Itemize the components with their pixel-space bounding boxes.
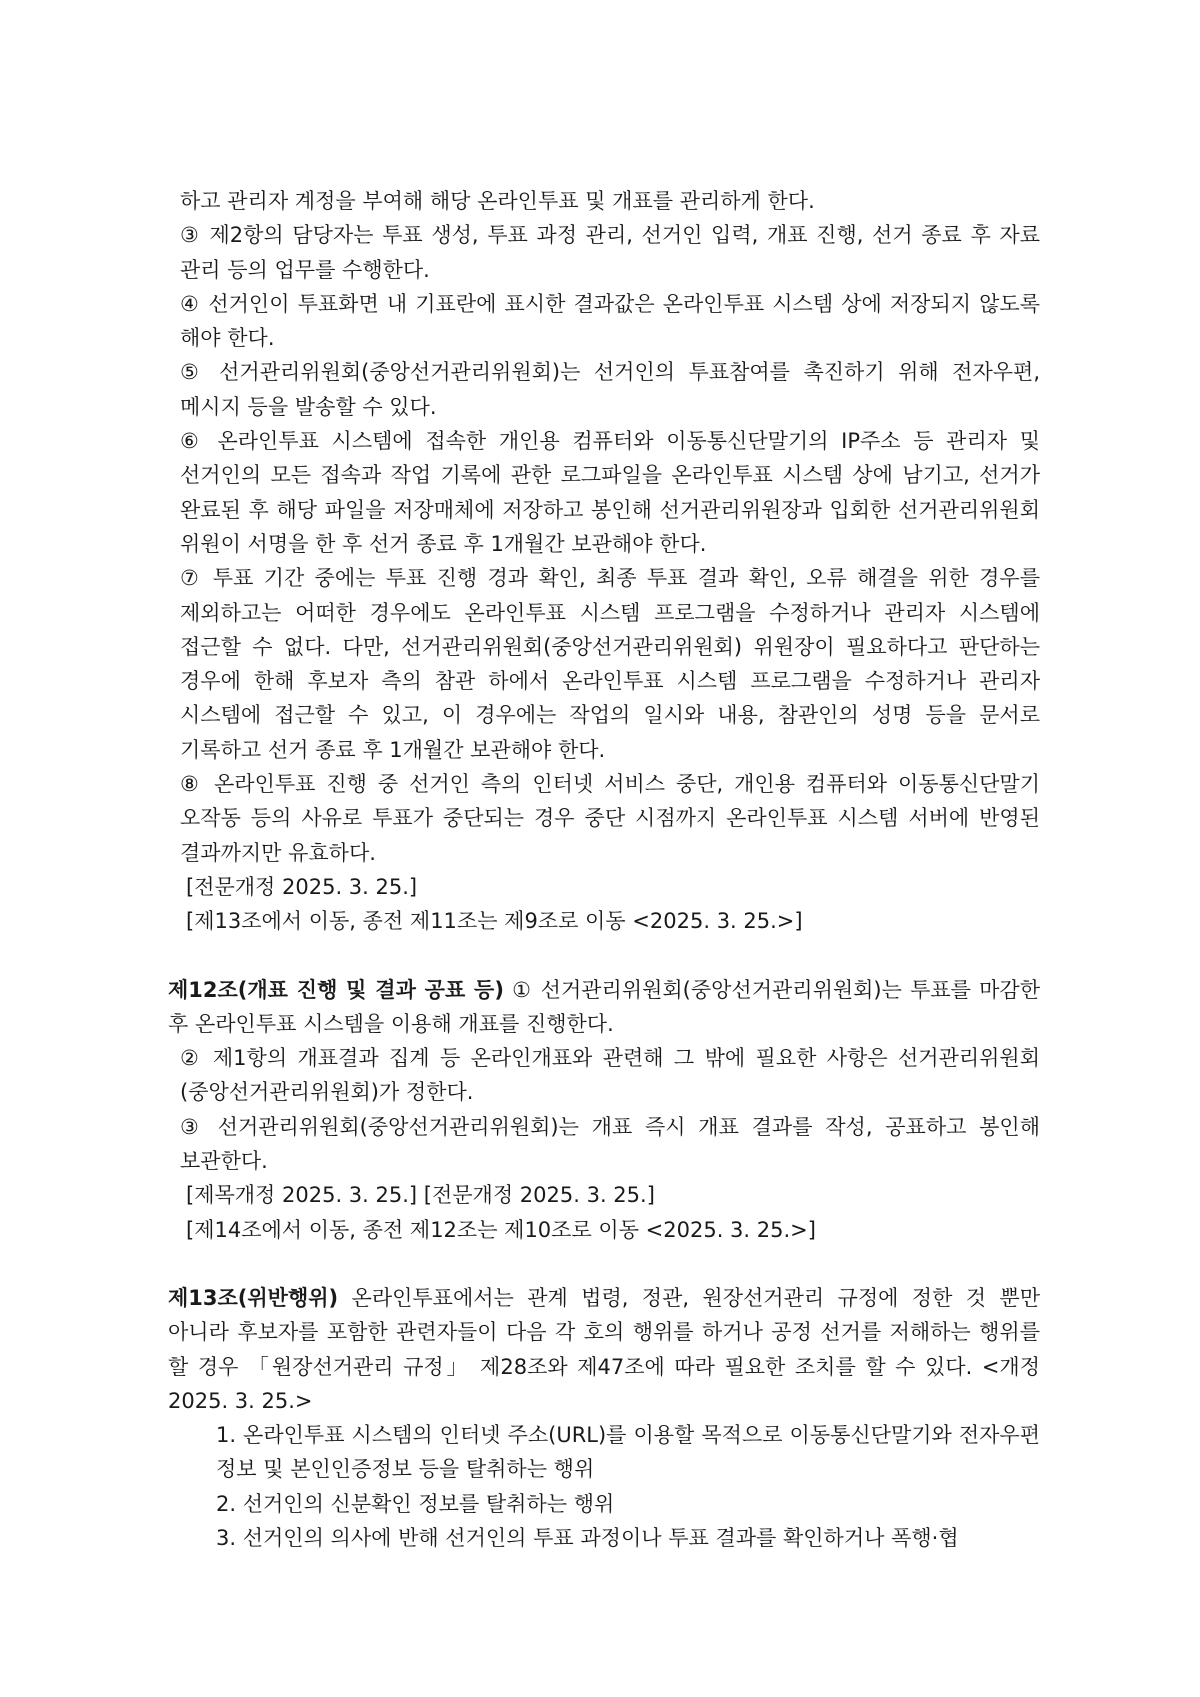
article12-paragraph-1: ① 선거관리위원회(중앙선거관리위원회)는 투표를 마감한 후 온라인투표 시스템을 이용해 개표를 진행한다. [168,977,1040,1036]
amendment-note: [전문개정 2025. 3. 25.] [186,874,418,899]
article11-paragraph-8: ⑧ 온라인투표 진행 중 선거인 측의 인터넷 서비스 중단, 개인용 컴퓨터와 이동통신단말기 오작동 등의 사유로 투표가 중단되는 경우 중단 시점까지 온라인투표 시스템 서버에 반영된 결과까지만 유효하다. [180,772,1040,865]
article11-paragraph-6: ⑥ 온라인투표 시스템에 접속한 개인용 컴퓨터와 이동통신단말기의 IP주소 등 관리자 및 선거인의 모든 접속과 작업 기록에 관한 로그파일을 온라인투표 시스템 상에 남기고, 선거가 완료된 후 해당 파일을 저장매체에 저장하고 봉인해 선거관리위원장과 입회한 선거관리위원회 위원이 서명을 한 후 선거 종료 후 1개월간 보관해야 한다. [180,429,1040,556]
article11-paragraph-7: ⑦ 투표 기간 중에는 투표 진행 경과 확인, 최종 투표 결과 확인, 오류 해결을 위한 경우를 제외하고는 어떠한 경우에도 온라인투표 시스템 프로그램을 수정하거나 관리자 시스템에 접근할 수 없다. 다만, 선거관리위원회(중앙선거관리위원회) 위원장이 필요하다고 판단하는 경우에 한해 후보자 측의 참관 하에서 온라인투표 시스템 프로그램을 수정하거나 관리자 시스템에 접근할 수 있고, 이 경우에는 작업의 일시와 내용, 참관인의 성명 등을 문서로 기록하고 선거 종료 후 1개월간 보관해야 한다. [180,566,1040,762]
article-13 [168,1281,1040,1418]
article13-item-1: 1. 온라인투표 시스템의 인터넷 주소(URL)를 이용할 목적으로 이동통신단말기와 전자우편 정보 및 본인인증정보 등을 탈취하는 행위 [216,1423,1040,1482]
article13-heading: 제13조(위반행위) [168,1285,339,1310]
article11-paragraph-5: ⑤ 선거관리위원회(중앙선거관리위원회)는 선거인의 투표참여를 촉진하기 위해 전자우편, 메시지 등을 발송할 수 있다. [180,360,1040,419]
article11-paragraph-3: ③ 제2항의 담당자는 투표 생성, 투표 과정 관리, 선거인 입력, 개표 진행, 선거 종료 후 자료 관리 등의 업무를 수행한다. [180,223,1040,282]
article-12 [168,973,1040,1042]
article12-paragraph-2: ② 제1항의 개표결과 집계 등 온라인개표와 관련해 그 밖에 필요한 사항은 선거관리위원회(중앙선거관리위원회)가 정한다. [180,1046,1040,1105]
article12-paragraph-3: ③ 선거관리위원회(중앙선거관리위원회)는 개표 즉시 개표 결과를 작성, 공표하고 봉인해 보관한다. [180,1114,1040,1174]
relocation-note: [제14조에서 이동, 종전 제12조는 제10조로 이동 <2025. 3. 25.>] [186,1217,816,1242]
article11-paragraph-4: ④ 선거인이 투표화면 내 기표란에 표시한 결과값은 온라인투표 시스템 상에 저장되지 않도록 해야 한다. [180,291,1040,351]
continued-paragraph: 하고 관리자 계정을 부여해 해당 온라인투표 및 개표를 관리하게 한다. [180,189,815,213]
article13-body: 온라인투표에서는 관계 법령, 정관, 원장선거관리 규정에 정한 것 뿐만 아니라 후보자를 포함한 관련자들이 다음 각 호의 행위를 하거나 공정 선거를 저해하는 행위를 할 경우 「원장선거관리 규정」 제28조와 제47조에 따라 필요한 조치를 할 수 있다. <개정 2025. 3. 25.> [168,1285,1040,1413]
article13-item-3: 3. 선거인의 의사에 반해 선거인의 투표 과정이나 투표 결과를 확인하거나 폭행·협 [216,1525,959,1550]
document-body [168,184,1040,1555]
article12-heading: 제12조(개표 진행 및 결과 공표 등) [168,977,504,1002]
relocation-note: [제13조에서 이동, 종전 제11조는 제9조로 이동 <2025. 3. 25.>] [186,909,803,934]
amendment-note: [제목개정 2025. 3. 25.] [전문개정 2025. 3. 25.] [186,1183,655,1208]
article13-item-2: 2. 선거인의 신분확인 정보를 탈취하는 행위 [216,1491,615,1516]
